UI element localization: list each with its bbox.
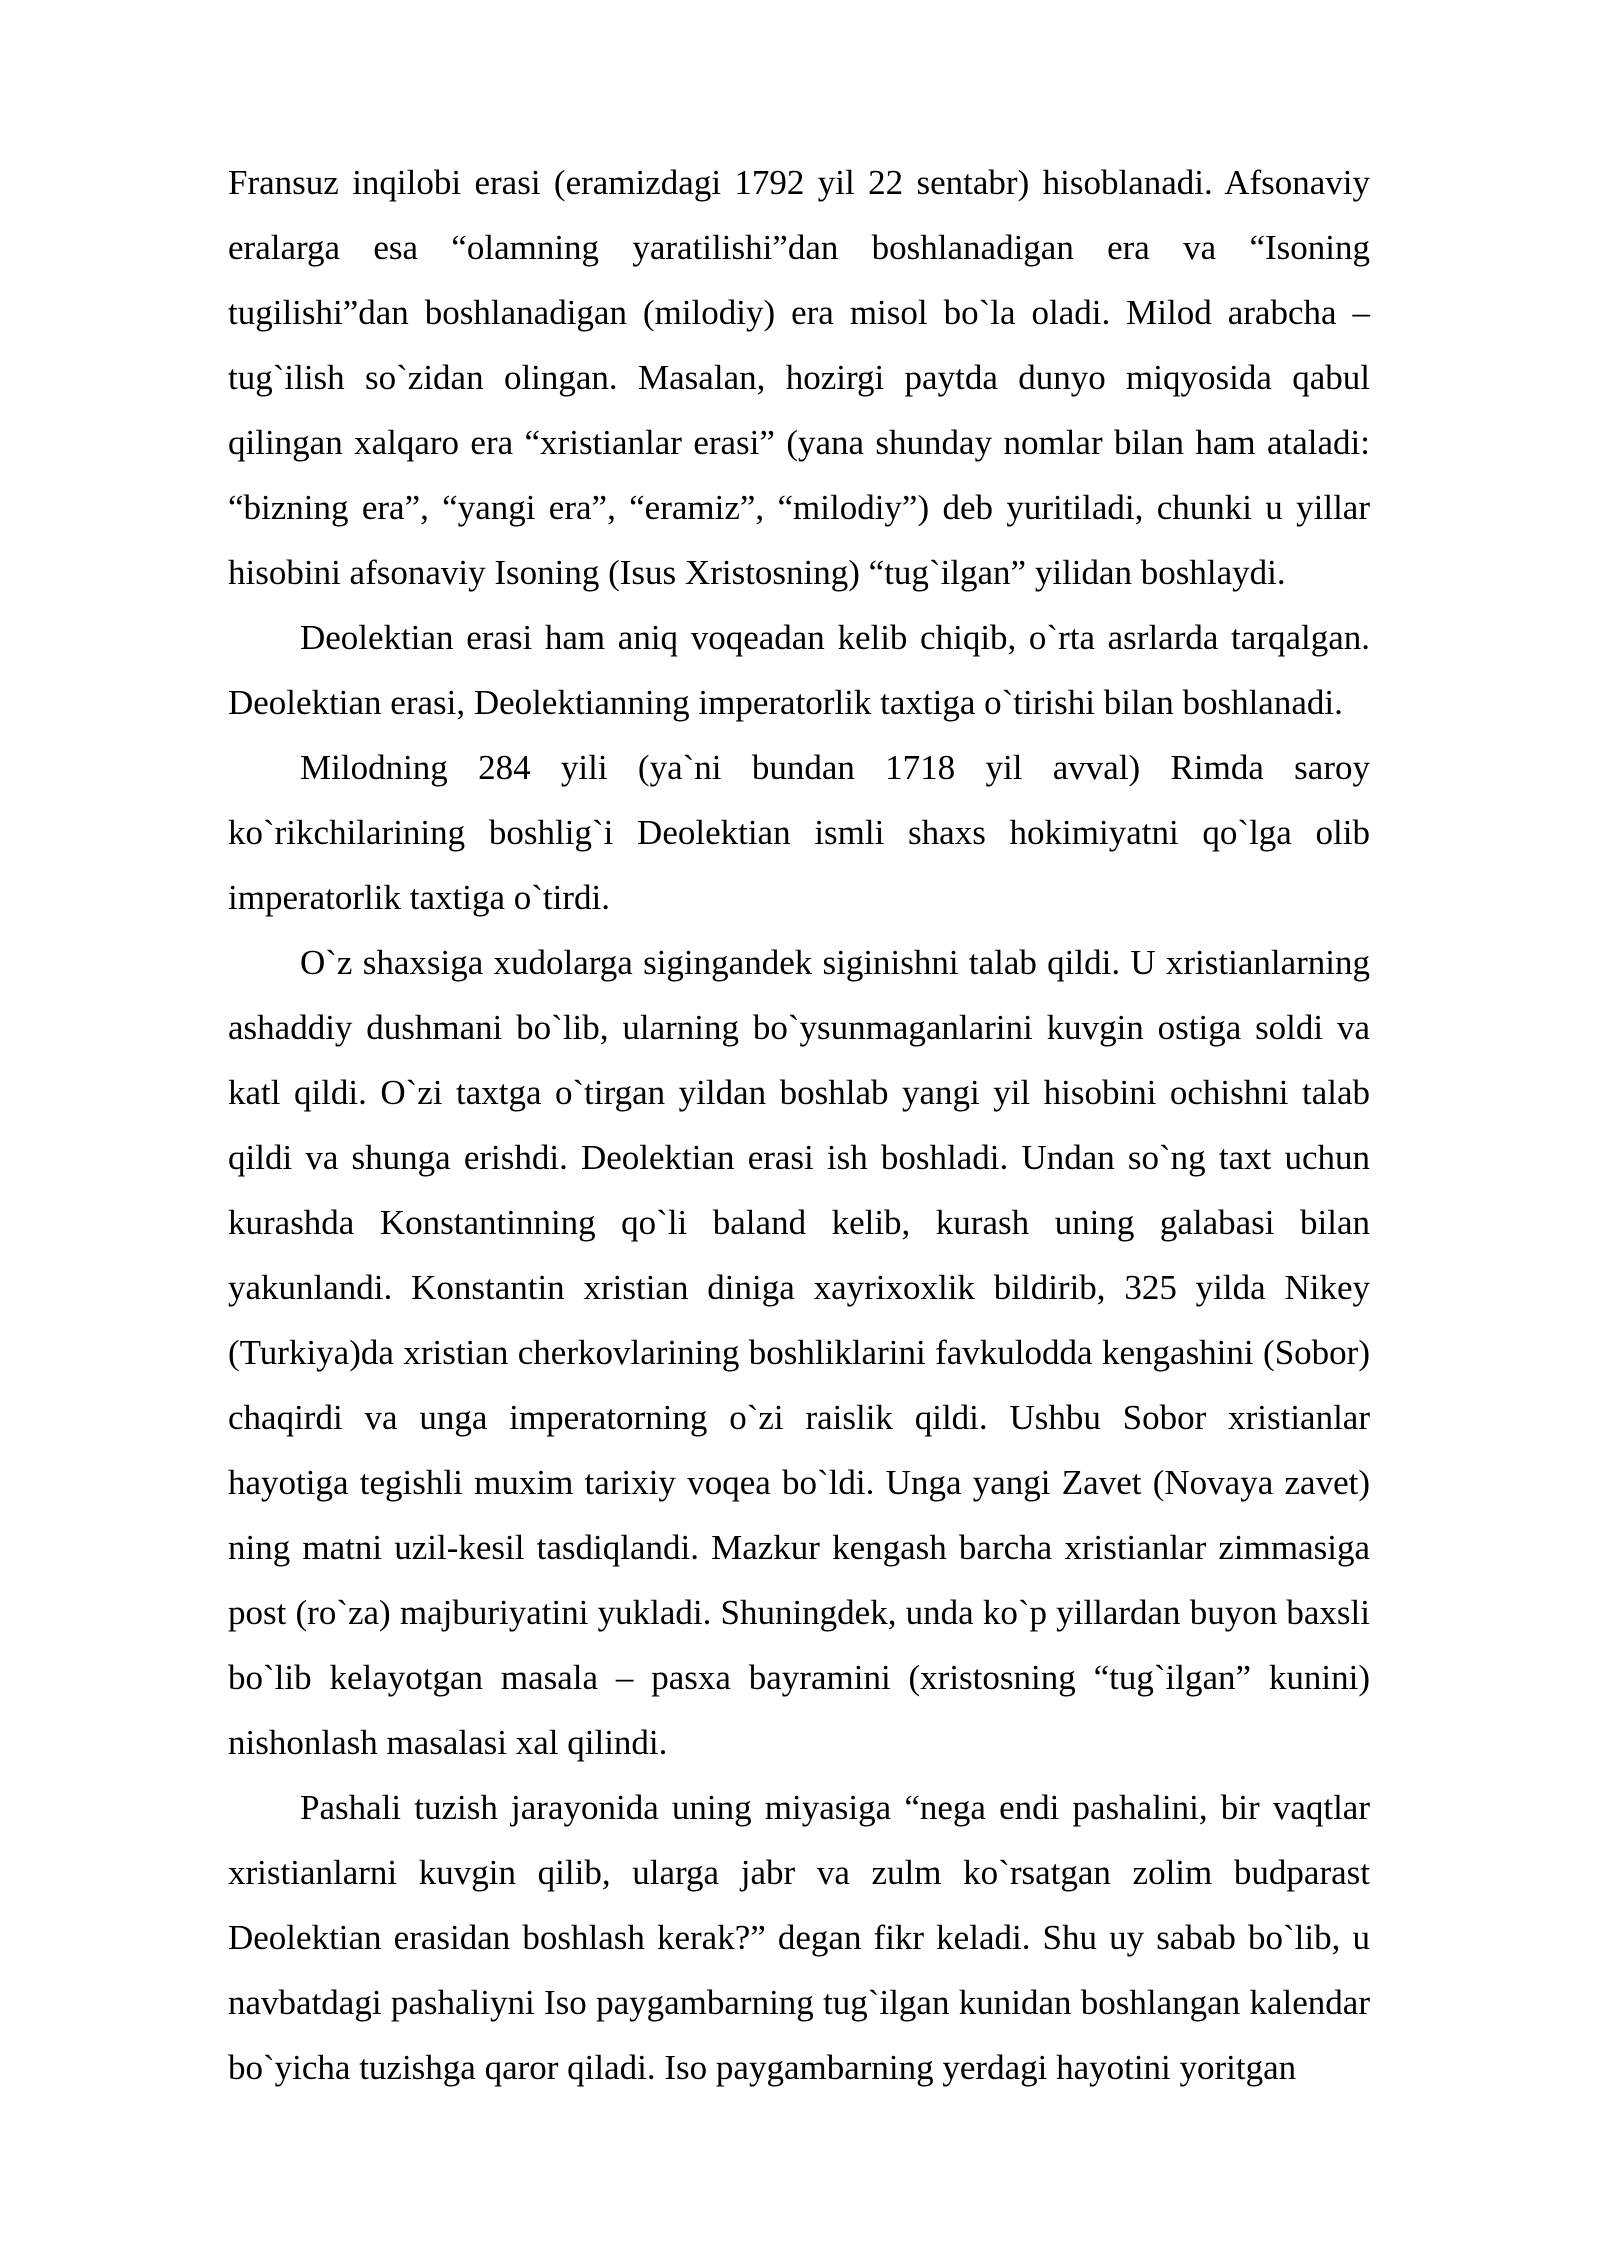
paragraph-4: O`z shaxsiga xudolarga sigingandek siginishni talab qildi. U xristianlarning ashaddiy dushmani bo`lib, ularning bo`ysunmaganlarini kuvgin ostiga soldi va katl qildi. O`zi taxtga o`tirgan yildan boshlab yangi yil hisobini ochishni talab qildi va shunga erishdi. Deolektian erasi ish boshladi. Undan so`ng taxt uchun kurashda Konstantinning qo`li baland kelib, kurash uning galabasi bilan yakunlandi. Konstantin xristian diniga xayrixoxlik bildirib, 325 yilda Nikey (Turkiya)da xristian cherkovlarining boshliklarini favkulodda kengashini (Sobor) chaqirdi va unga imperatorning o`zi raislik qildi. Ushbu Sobor xristianlar hayotiga tegishli muxim tarixiy voqea bo`ldi. Unga yangi Zavet (Novaya zavet) ning matni uzil-kesil tasdiqlandi. Mazkur kengash barcha xristianlar zimmasiga post (ro`za) majburiyatini yukladi. Shuningdek, unda ko`p yillardan buyon baxsli bo`lib kelayotgan masala – pasxa bayramini (xristosning “tug`ilgan” kunini) nishonlash masalasi xal qilindi. [228, 943, 1370, 1762]
paragraph-1: Fransuz inqilobi erasi (eramizdagi 1792 yil 22 sentabr) hisoblanadi. Afsonaviy eralarga esa “olamning yaratilishi”dan boshlanadigan era va “Isoning tugilishi”dan boshlanadigan (milodiy) era misol bo`la oladi. Milod arabcha – tug`ilish so`zidan olingan. Masalan, hozirgi paytda dunyo miqyosida qabul qilingan xalqaro era “xristianlar erasi” (yana shunday nomlar bilan ham ataladi: “bizning era”, “yangi era”, “eramiz”, “milodiy”) deb yuritiladi, chunki u yillar hisobini afsonaviy Isoning (Isus Xristosning) “tug`ilgan” yilidan boshlaydi. [228, 163, 1370, 592]
paragraph-2: Deolektian erasi ham aniq voqeadan kelib chiqib, o`rta asrlarda tarqalgan. Deolektian erasi, Deolektianning imperatorlik taxtiga o`tirishi bilan boshlanadi. [228, 618, 1370, 722]
document-page [228, 150, 1370, 2100]
paragraph-3: Milodning 284 yili (ya`ni bundan 1718 yil avval) Rimda saroy ko`rikchilarining boshlig`i Deolektian ismli shaxs hokimiyatni qo`lga olib imperatorlik taxtiga o`tirdi. [228, 748, 1370, 917]
paragraph-5: Pashali tuzish jarayonida uning miyasiga “nega endi pashalini, bir vaqtlar xristianlarni kuvgin qilib, ularga jabr va zulm ko`rsatgan zolim budparast Deolektian erasidan boshlash kerak?” degan fikr keladi. Shu uy sabab bo`lib, u navbatdagi pashaliyni Iso paygambarning tug`ilgan kunidan boshlangan kalendar bo`yicha tuzishga qaror qiladi. Iso paygambarning yerdagi hayotini yoritgan [228, 1788, 1370, 2087]
